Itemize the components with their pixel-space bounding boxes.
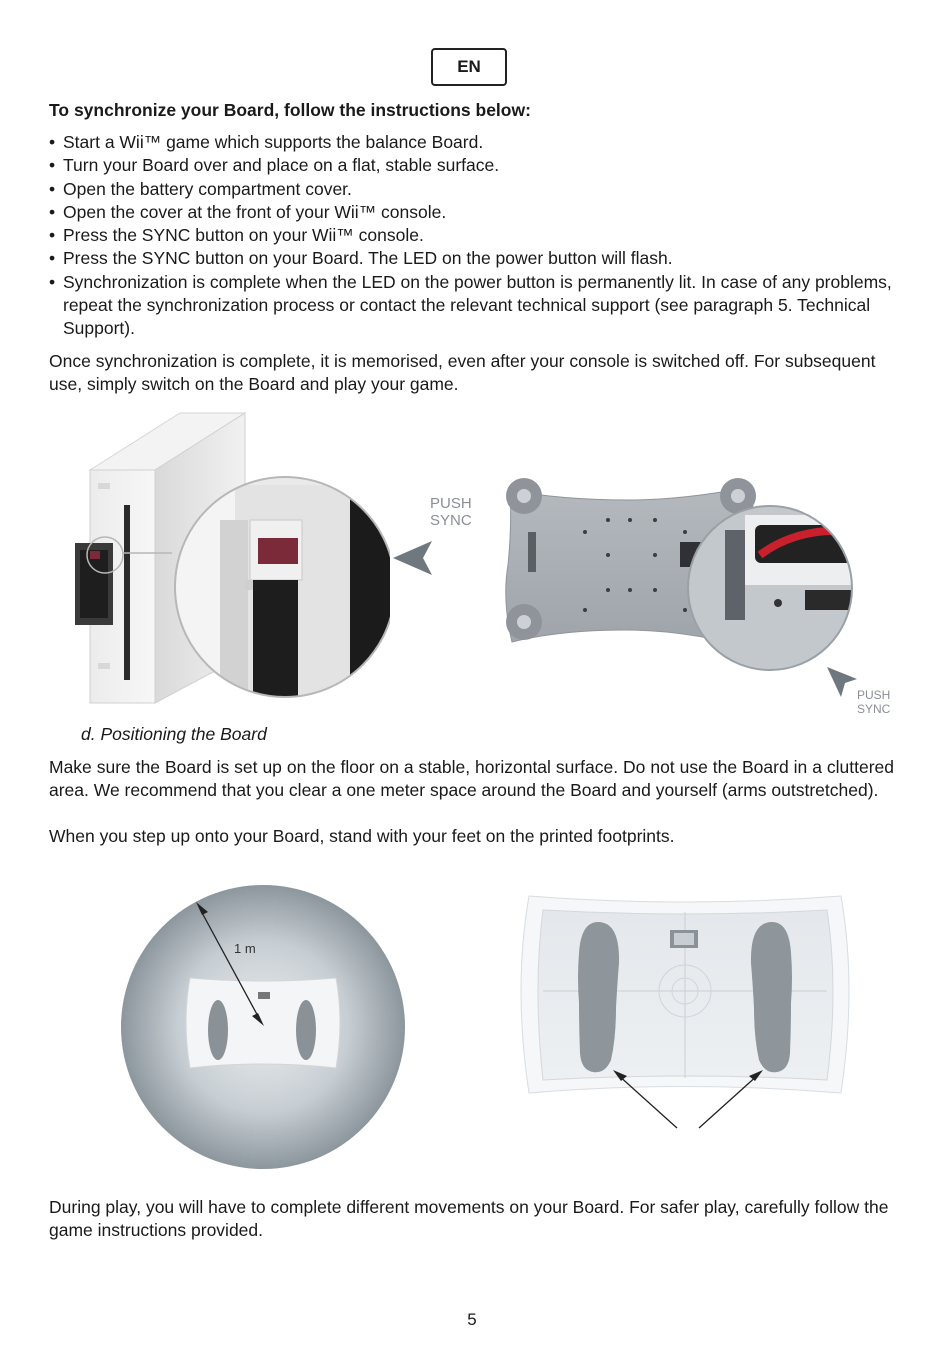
board-underside-illustration [500, 470, 860, 685]
step-item: • Synchronization is complete when the LED on the power button is permanently lit. In case of any problems, repeat the synchronization process or contact the relevant technical support (see paragraph 5. Technical Support). [49, 271, 899, 341]
step-item: • Press the SYNC button on your Wii™ console. [49, 224, 899, 247]
after-sync-paragraph: Once synchronization is complete, it is memorised, even after your console is switched off. For subsequent use, simply switch on the Board and play your game. [49, 351, 876, 395]
push-sync-label-board [857, 689, 890, 717]
push-text: PUSH [857, 688, 891, 702]
closing-paragraph: During play, you will have to complete different movements on your Board. For safer play, carefully follow the game instructions provided. [49, 1197, 889, 1241]
sync-text: SYNC [857, 701, 891, 716]
distance-label: 1 m [234, 941, 256, 956]
step-item: • Start a Wii™ game which supports the balance Board. [49, 131, 899, 154]
step-item: • Open the battery compartment cover. [49, 178, 899, 201]
language-badge: EN [431, 48, 507, 86]
board-footprints-illustration [515, 888, 855, 1130]
step-item: • Open the cover at the front of your Wii™ console. [49, 201, 899, 224]
clearance-space-illustration [118, 882, 408, 1172]
section-caption: d. Positioning the Board [81, 724, 267, 744]
push-sync-label-console [430, 495, 472, 530]
footprints-paragraph: When you step up onto your Board, stand with your feet on the printed footprints. [49, 826, 675, 846]
arrow-up-left-pointer-icon [825, 665, 859, 699]
step-item: • Turn your Board over and place on a flat, stable surface. [49, 154, 899, 177]
push-text: PUSH [430, 495, 472, 512]
positioning-paragraph: Make sure the Board is set up on the floor on a stable, horizontal surface. Do not use the Board in a cluttered area. We recommend that you clear a one meter space around the Board and yourself (arms outstretched). [49, 757, 894, 801]
sync-steps-list [49, 131, 899, 341]
instructions-heading: To synchronize your Board, follow the instructions below: [49, 100, 531, 120]
arrow-left-pointer-icon [390, 538, 435, 578]
step-item: • Press the SYNC button on your Board. The LED on the power button will flash. [49, 247, 899, 270]
console-sync-illustration [60, 405, 390, 710]
page-number: 5 [467, 1310, 477, 1329]
sync-text: SYNC [430, 512, 472, 530]
